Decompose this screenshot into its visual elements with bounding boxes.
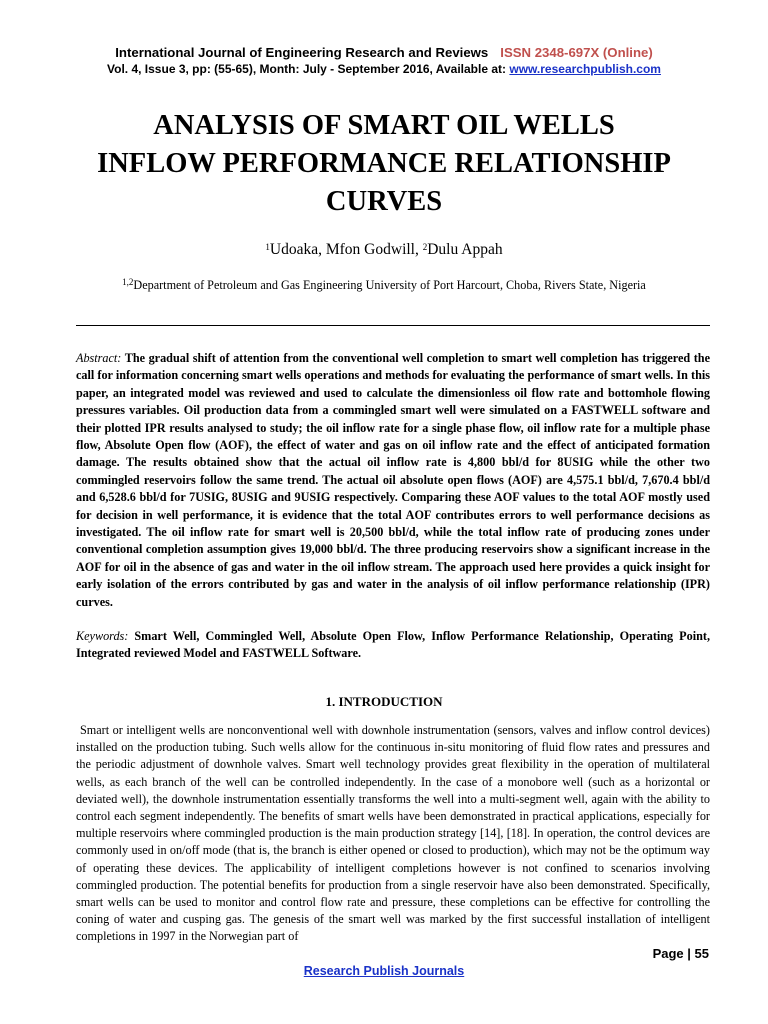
page-number: Page | 55: [652, 946, 709, 961]
keywords-text: Smart Well, Commingled Well, Absolute Open Flow, Inflow Performance Relationship, Operating Point, Integrated reviewed Model and FASTWELL Software.: [76, 629, 710, 661]
author2-affil-mark: 2: [422, 242, 428, 252]
author1-affil-mark: 1: [265, 242, 270, 252]
affiliation-text: Department of Petroleum and Gas Engineering University of Port Harcourt, Choba, Rivers State, Nigeria: [133, 278, 646, 292]
issn-label: ISSN 2348-697X (Online): [500, 45, 653, 60]
publisher-link[interactable]: Research Publish Journals: [303, 964, 465, 978]
keywords-label: Keywords:: [76, 629, 129, 643]
affiliation: [0, 277, 768, 294]
abstract-label: Abstract:: [76, 351, 122, 365]
journal-header: [0, 44, 768, 78]
journal-url-link[interactable]: www.researchpublish.com: [509, 62, 661, 76]
publisher-footer: [0, 963, 768, 980]
journal-name: International Journal of Engineering Research and Reviews: [115, 45, 489, 60]
section-heading-introduction: 1. INTRODUCTION: [325, 694, 443, 709]
abstract: [76, 350, 710, 611]
title-line-2: INFLOW PERFORMANCE RELATIONSHIP: [97, 148, 671, 179]
author-1: Udoaka, Mfon Godwill,: [269, 241, 423, 258]
journal-title-line: [0, 44, 768, 61]
author-2: Dulu Appah: [427, 241, 503, 258]
authors-line: [0, 240, 768, 260]
title-line-3: CURVES: [325, 186, 443, 217]
title-line-1: ANALYSIS OF SMART OIL WELLS: [153, 110, 615, 141]
issue-info: Vol. 4, Issue 3, pp: (55-65), Month: July - September 2016, Available at:: [107, 62, 510, 76]
introduction-paragraph: Smart or intelligent wells are nonconventional well with downhole instrumentation (sensors, valves and inflow control devices) installed on the production tubing. Such wells allow for the continuous in-situ monitoring of fluid flow rates and pressures and the periodic adjustment of downhole valves. Smart well technology provides great flexibility in the operation of multilateral wells, as each branch of the well can be controlled independently. In the case of a monobore well (such as a horizontal or deviated well), the downhole instrumentation essentially transforms the well into a multi-segment well, again with the ability to control each segment independently. The benefits of smart wells have been demonstrated in practical applications, especially for multiple reservoirs where commingled production is the main production strategy [14], [18]. In operation, the control devices are commonly used in on/off mode (that is, the branch is either opened or closed to production), which may not be the optimum way of operating these devices. The applicability of intelligent completions however is not confined to scenarios involving commingled production. The potential benefits for production from a single reservoir have also been demonstrated. Specifically, smart wells can be used to monitor and control flow rate and pressure, these completions can be effective for controlling the coning of water and cusping gas. The genesis of the smart well was marked by the first successful installation of intelligent completions in 1997 in the Norwegian part of: [76, 723, 710, 944]
paper-title: [60, 107, 708, 221]
issue-line: [0, 61, 768, 78]
affiliation-mark: 1,2: [122, 277, 134, 287]
divider-rule: [76, 325, 710, 326]
abstract-text: The gradual shift of attention from the conventional well completion to smart well completion has triggered the call for information concerning smart wells operations and methods for evaluating the performance of smart wells. In this paper, an integrated model was reviewed and used to calculate the dimensionless oil flow rate and bottomhole flowing pressures variables. Oil production data from a commingled smart well were simulated on a FASTWELL software and their plotted IPR results analysed to study; the oil inflow rate for a single phase flow, oil inflow rate for a multiple phase flow, Absolute Open flow (AOF), the effect of water and gas on oil inflow rate and the effect of anticipated formation damage. The results obtained show that the actual oil inflow rate is 4,800 bbl/d for 8USIG while the other two commingled reservoirs follow the same trend. The actual oil absolute open flows (AOF) are 4,575.1 bbl/d, 7,670.4 bbl/d and 6,528.6 bbl/d for 7USIG, 8USIG and 9USIG respectively. Comparing these AOF values to the total AOF mostly used for decision in well performance, it is evidence that the total AOF contributes errors to well performance decisions as investigated. The oil inflow rate for smart well is 20,500 bbl/d, while the total inflow rate of producing zones under conventional completion assumption gives 19,000 bbl/d. The three producing reservoirs show a significant increase in the AOF for oil in the absence of gas and water in the oil inflow stream. The approach used here provides a quick insight for early isolation of the errors contributed by gas and water in the analysis of oil inflow performance relationship (IPR) curves.: [76, 351, 710, 609]
keywords: [76, 628, 710, 663]
